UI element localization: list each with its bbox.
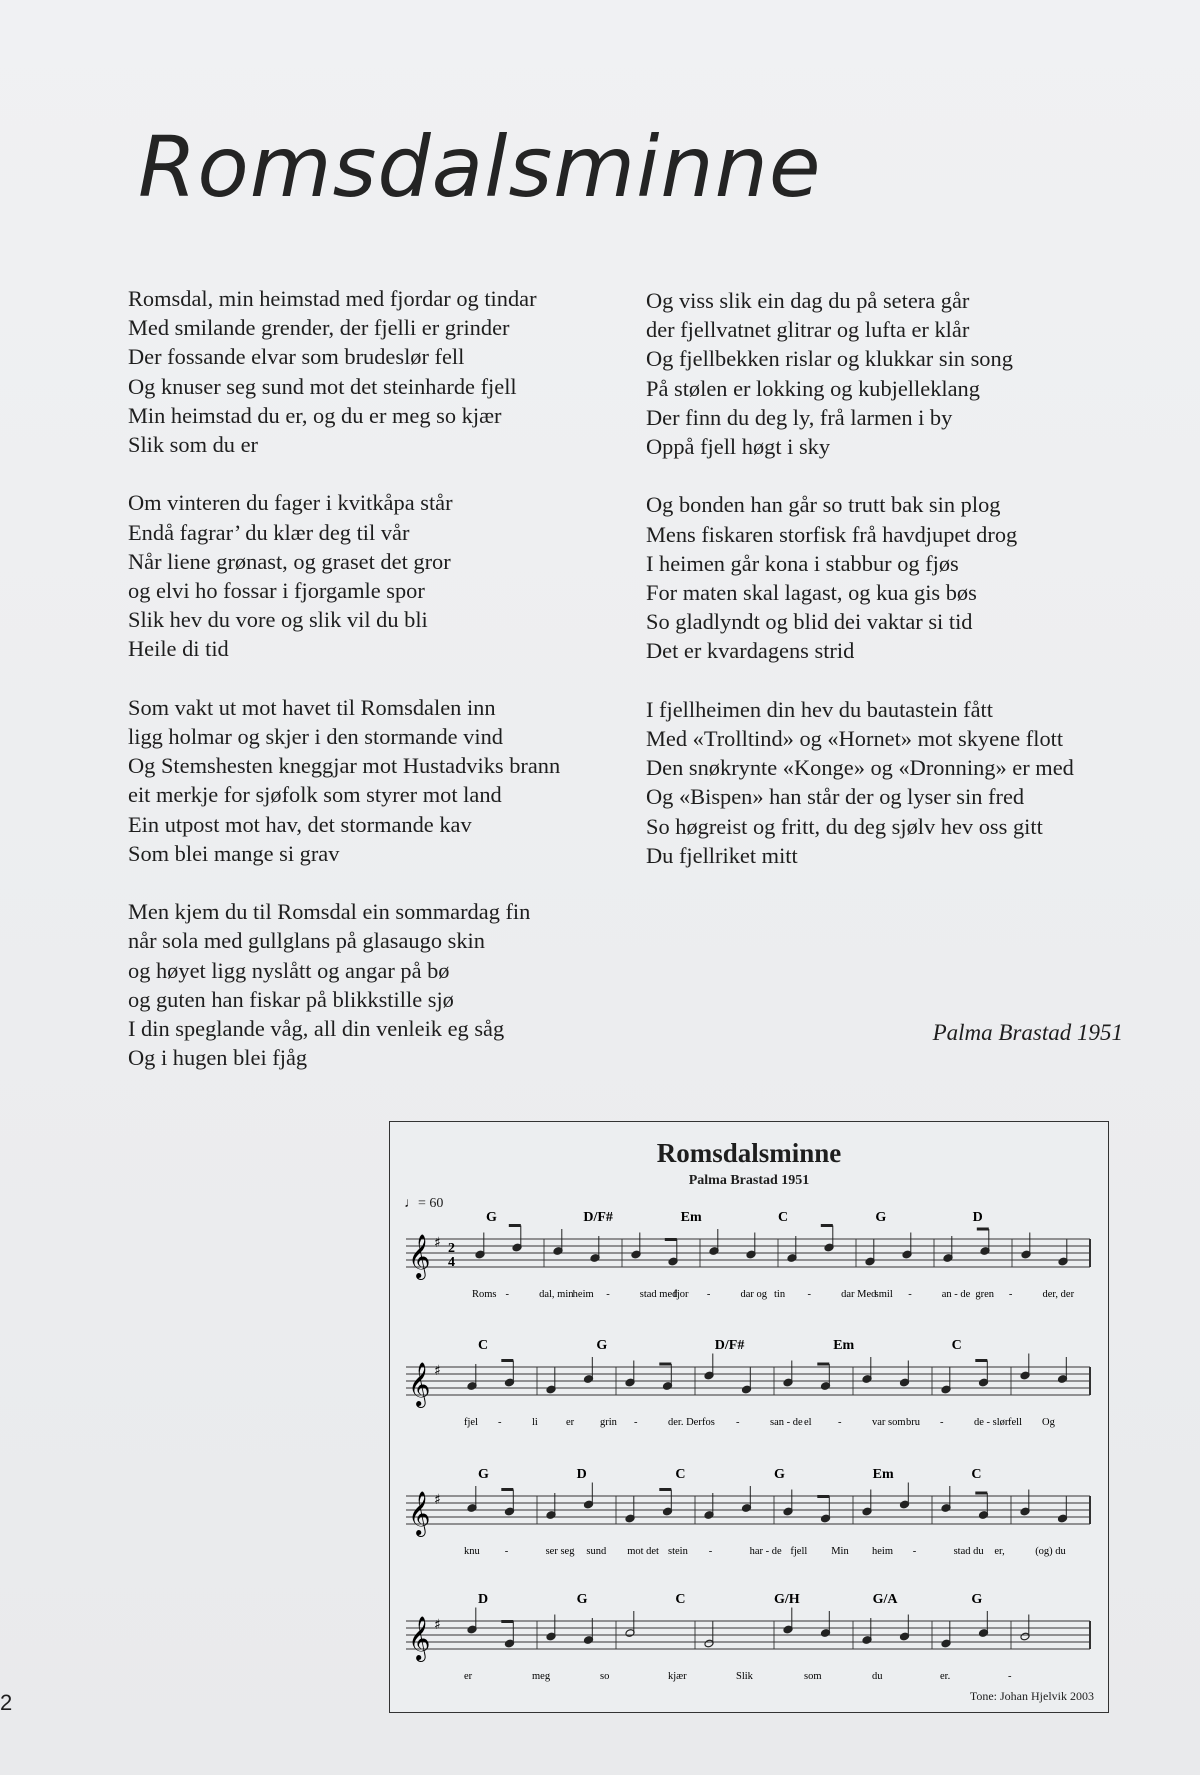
lyric-syllable: kjær — [668, 1671, 687, 1682]
verse-line: Som vakt ut mot havet til Romsdalen inn — [128, 694, 496, 720]
verse-line: I heimen går kona i stabbur og fjøs — [646, 550, 959, 576]
lyric-syllable: bru — [906, 1417, 920, 1428]
lyric-syllable: - — [505, 1289, 510, 1300]
lyric-syllable: du — [872, 1671, 883, 1682]
lyric-syllable: stein — [668, 1546, 688, 1557]
lyric-syllable: smil — [874, 1289, 893, 1300]
lyric-syllable: Slik — [736, 1671, 753, 1682]
verse-line: Der fossande elvar som brudeslør fell — [128, 344, 465, 370]
verse-line: Med smilande grender, der fjelli er grinder — [128, 315, 510, 341]
stanza — [128, 488, 648, 663]
verse-line: Og fjellbekken rislar og klukkar sin song — [646, 346, 1013, 372]
chord-symbol: G/A — [872, 1592, 898, 1607]
verse-line: Mens fiskaren storfisk frå havdjupet drog — [646, 521, 1018, 547]
tempo-marking: ♩= 60 — [404, 1196, 444, 1211]
verse-line: og elvi ho fossar i fjorgamle spor — [128, 578, 425, 604]
key-sharp-icon: ♯ — [434, 1617, 441, 1633]
verse-line: På stølen er lokking og kubjelleklang — [646, 375, 980, 401]
lyric-syllable: fjor — [673, 1289, 689, 1300]
lyric-syllable: mot det — [627, 1546, 659, 1557]
key-sharp-icon: ♯ — [434, 1235, 441, 1251]
lyric-syllable: ser seg — [545, 1546, 575, 1557]
verse-line: Endå fagrar’ du klær deg til vår — [128, 519, 410, 545]
lyric-syllable: fell — [1008, 1417, 1022, 1428]
lyric-syllable: fjel — [464, 1417, 478, 1428]
score-subtitle: Palma Brastad 1951 — [688, 1173, 810, 1188]
key-sharp-icon: ♯ — [434, 1492, 441, 1508]
lyric-syllable: stad med — [639, 1289, 678, 1300]
lyric-syllable: Roms — [472, 1289, 497, 1300]
verse-line: Om vinteren du fager i kvitkåpa står — [128, 490, 453, 516]
chord-symbol: D/F# — [583, 1210, 613, 1225]
sheet-music — [389, 1121, 1109, 1713]
verse-line: Men kjem du til Romsdal ein sommardag fin — [128, 899, 531, 925]
lyric-syllable: li — [532, 1417, 538, 1428]
lyric-syllable: der, der — [1042, 1289, 1075, 1300]
stanza — [128, 693, 648, 868]
stanza — [128, 897, 648, 1072]
lyric-syllable: meg — [532, 1671, 551, 1682]
staff-row — [398, 1589, 1098, 1699]
verse-line: Du fjellriket mitt — [646, 842, 798, 868]
key-sharp-icon: ♯ — [434, 1363, 441, 1379]
lyric-syllable: san - de — [770, 1417, 803, 1428]
lyric-syllable: er — [464, 1671, 473, 1682]
staff-row — [398, 1335, 1098, 1445]
verse-line: Oppå fjell høgt i sky — [646, 434, 831, 460]
lyric-syllable: (og) du — [1035, 1546, 1066, 1557]
lyric-syllable: heim — [872, 1546, 893, 1557]
stanza — [646, 490, 1166, 665]
chord-symbol: C — [478, 1338, 489, 1353]
treble-clef-icon: 𝄞 — [408, 1234, 431, 1278]
verse-line: Slik som du er — [128, 432, 258, 458]
lyric-syllable: dal, min — [539, 1289, 574, 1300]
verse-line: Og «Bispen» han står der og lyser sin fred — [646, 784, 1025, 810]
lyric-syllable: - — [736, 1417, 740, 1428]
verse-line: Romsdal, min heimstad med fjordar og tindar — [128, 286, 537, 311]
verse-line: Og Stemshesten kneggjar mot Hustadviks brann — [128, 753, 561, 779]
lyric-syllable: heim — [572, 1289, 594, 1300]
verse-line: Slik hev du vore og slik vil du bli — [128, 607, 428, 633]
chord-symbol: Em — [833, 1338, 855, 1353]
lyric-syllable: - — [807, 1289, 812, 1300]
lyric-syllable: Og — [1042, 1417, 1055, 1428]
stanza — [646, 286, 1166, 461]
verse-line: Den snøkrynte «Konge» og «Dronning» er med — [646, 755, 1074, 781]
lyric-syllable: dar Med — [841, 1289, 877, 1300]
verse-line: Og viss slik ein dag du på setera går — [646, 288, 970, 313]
chord-symbol: C — [675, 1467, 686, 1482]
verse-line: So høgreist og fritt, du deg sjølv hev oss gitt — [646, 813, 1043, 839]
staff-row — [398, 1207, 1098, 1317]
chord-symbol: C — [778, 1210, 789, 1225]
verse-line: Og bonden han går so trutt bak sin plog — [646, 492, 1001, 518]
chord-symbol: D/F# — [714, 1338, 745, 1353]
lyric-syllable: som — [804, 1671, 822, 1682]
lyric-syllable: - — [912, 1546, 917, 1557]
verse-line: So gladlyndt og blid dei vaktar si tid — [646, 609, 973, 635]
lyric-syllable: grin — [600, 1417, 617, 1428]
chord-symbol: Em — [872, 1467, 894, 1482]
treble-clef-icon: 𝄞 — [408, 1616, 431, 1660]
verse-line: Det er kvardagens strid — [646, 638, 855, 664]
lyric-syllable: so — [600, 1671, 610, 1682]
composer-credit: Tone: Johan Hjelvik 2003 — [969, 1689, 1094, 1703]
chord-symbol: D — [972, 1210, 983, 1225]
lyric-syllable: - — [940, 1417, 944, 1428]
lyric-syllable: el — [804, 1417, 812, 1428]
lyric-syllable: - — [498, 1417, 502, 1428]
lyric-syllable: - — [634, 1417, 638, 1428]
chord-symbol: C — [951, 1338, 962, 1353]
chord-symbol: G — [478, 1467, 489, 1482]
lyric-syllable: - — [706, 1289, 711, 1300]
verse-line: Når liene grønast, og graset det gror — [128, 548, 451, 574]
lyric-syllable: der. Der — [668, 1417, 702, 1428]
verse-line: Med «Trolltind» og «Hornet» mot skyene flott — [646, 726, 1064, 752]
lyric-syllable: - — [1008, 1289, 1013, 1300]
verse-line: Og i hugen blei fjåg — [128, 1045, 308, 1071]
lyric-syllable: fos — [702, 1417, 715, 1428]
time-signature-top: 2 — [448, 1241, 455, 1256]
lyric-syllable: fjell — [790, 1546, 808, 1557]
verse-line: I din speglande våg, all din venleik eg såg — [128, 1016, 505, 1042]
verse-line: Der finn du deg ly, frå larmen i by — [646, 404, 953, 430]
chord-symbol: G — [971, 1592, 983, 1607]
chord-symbol: G — [774, 1467, 785, 1482]
lyric-syllable: Min — [831, 1546, 849, 1557]
score-title: Romsdalsminne — [656, 1138, 842, 1168]
chord-symbol: D — [478, 1592, 489, 1607]
lyric-syllable: stad du — [953, 1546, 984, 1557]
verse-line: og høyet ligg nyslått og angar på bø — [128, 957, 450, 983]
verse-line: ligg holmar og skjer i den stormande vind — [128, 724, 503, 750]
chord-symbol: D — [576, 1467, 587, 1482]
lyric-syllable: tin — [774, 1289, 786, 1300]
time-signature-bottom: 4 — [448, 1255, 455, 1270]
lyric-syllable: er, — [994, 1546, 1005, 1557]
lyric-syllable: de - slør — [974, 1417, 1009, 1428]
stanza — [646, 695, 1166, 870]
chord-symbol: G — [576, 1592, 588, 1607]
chord-symbol: C — [675, 1592, 686, 1607]
lyric-syllable: an - de — [941, 1289, 971, 1300]
chord-symbol: Em — [680, 1210, 702, 1225]
treble-clef-icon: 𝄞 — [408, 1362, 431, 1406]
lyric-syllable: - — [908, 1289, 912, 1300]
verse-line: Ein utpost mot hav, det stormande kav — [128, 811, 472, 837]
verse-line: For maten skal lagast, og kua gis bøs — [646, 580, 977, 606]
chord-symbol: C — [971, 1467, 982, 1482]
verse-line: Min heimstad du er, og du er meg so kjær — [128, 402, 502, 428]
chord-symbol: G — [875, 1210, 887, 1225]
verse-line: Heile di tid — [128, 636, 229, 662]
song-title: Romsdalsminne — [138, 118, 822, 216]
staff-row — [398, 1464, 1098, 1574]
verse-line: Og knuser seg sund mot det steinharde fjell — [128, 373, 517, 399]
lyric-syllable: var som — [872, 1417, 906, 1428]
lyric-syllable: dar og — [740, 1289, 767, 1300]
author-credit: Palma Brastad 1951 — [932, 1020, 1123, 1045]
lyric-syllable: - — [838, 1417, 842, 1428]
verse-line: eit merkje for sjøfolk som styrer mot land — [128, 782, 502, 808]
verse-line: Som blei mange si grav — [128, 840, 340, 866]
page-number: 2 — [0, 1690, 13, 1715]
lyric-syllable: knu — [464, 1546, 480, 1557]
treble-clef-icon: 𝄞 — [408, 1491, 431, 1535]
chord-symbol: G — [596, 1338, 608, 1353]
lyric-syllable: gren — [975, 1289, 995, 1300]
verse-line: og guten han fiskar på blikkstille sjø — [128, 986, 454, 1012]
lyric-syllable: er — [566, 1417, 575, 1428]
verse-line: I fjellheimen din hev du bautastein fått — [646, 696, 993, 722]
chord-symbol: G/H — [774, 1592, 800, 1607]
verse-line: når sola med gullglans på glasaugo skin — [128, 928, 485, 954]
lyrics-left-column — [128, 284, 648, 1102]
lyric-syllable: - — [606, 1289, 610, 1300]
lyric-syllable: sund — [586, 1546, 607, 1557]
lyrics-right-column — [646, 286, 1166, 899]
chord-symbol: G — [486, 1210, 497, 1225]
lyric-syllable: - — [708, 1546, 713, 1557]
lyric-syllable: er. — [940, 1671, 951, 1682]
lyric-syllable: har - de — [749, 1546, 782, 1557]
lyric-syllable: - — [1008, 1671, 1012, 1682]
stanza — [128, 284, 648, 459]
verse-line: der fjellvatnet glitrar og lufta er klår — [646, 317, 970, 343]
lyric-syllable: - — [504, 1546, 509, 1557]
